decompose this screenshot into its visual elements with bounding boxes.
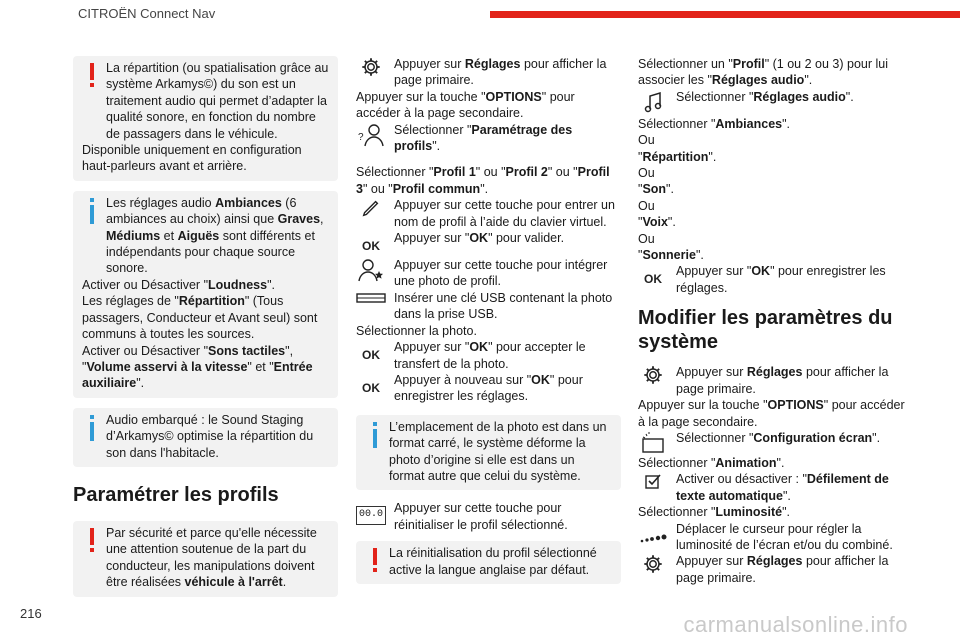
gear-icon [360, 56, 382, 78]
warning-icon [370, 548, 380, 574]
gear-icon [642, 364, 664, 386]
watermark: carmanualsonline.info [683, 612, 908, 637]
step-usb: Insérer une clé USB contenant la photo dans la prise USB. [356, 290, 621, 323]
column-2: Appuyer sur Réglages pour afficher la page primaire. Appuyer sur la touche "OPTIONS" pour accéder à la page secondaire. ? Sélectionner "Paramétrage des profils". Sélectionner "Profil 1" ou "Profil 2" ou "Profil 3" ou "Profil commun". Appuyer sur cette touche pour entrer un nom de profil à l’aide du clavier virtuel. OK Appuyer sur "OK" pour valider. Appuyer sur cette touche pour intégrer une photo de profil. Insérer une clé USB contenant la photo dans la prise USB. Sélectionner la photo. OK Appuyer sur "OK" pour accepter le transfert de la photo. OK Appuyer à nouveau sur "OK" pour enregistrer les réglages. L’emplacement de la photo est dans un format carré, le système déforme la photo d’origine si elle est dans un format autre que celui du système. 00.0 Appuyer sur cette touche pour réinitialiser le profil sélectionné. La réinitialisation du profil sélectionné active la langue anglaise par défaut. [356, 56, 621, 594]
page-number: 216 [20, 606, 42, 621]
note-text: Disponible uniquement en configuration haut-parleurs avant et arrière. [82, 143, 302, 174]
warning-icon [87, 63, 97, 89]
step-reglages-systeme: Appuyer sur Réglages pour afficher la page primaire. [638, 364, 908, 397]
info-icon [88, 198, 96, 224]
screen-brightness-icon [639, 430, 667, 456]
ok-button-icon: OK [362, 239, 380, 254]
step-ok-transfert: OK Appuyer sur "OK" pour accepter le transfert de la photo. [362, 340, 586, 371]
step-reinitialiser: 00.0 Appuyer sur cette touche pour réinitialiser le profil sélectionné. [356, 500, 621, 533]
step-ok-enregistrer: OK Appuyer à nouveau sur "OK" pour enregistrer les réglages. [362, 372, 583, 404]
running-header-title: CITROËN Connect Nav [78, 6, 216, 21]
profile-star-icon [357, 257, 385, 283]
warning-note-securite: Par sécurité et parce qu'elle nécessite une attention soutenue de la part du conducteur, les manipulations doivent être réalisées véhicule à l'arrêt. [73, 521, 338, 597]
step-reglages: Appuyer sur Réglages pour afficher la page primaire. [356, 56, 621, 89]
ok-button-icon: OK [362, 348, 380, 363]
note-text: La répartition (ou spatialisation grâce au système Arkamys©) du son est un traitement audio qui permet d’adapter la qualité sonore, en fonction du nombre de passagers dans le véhicule. [106, 61, 329, 141]
header-accent-bar [490, 11, 960, 18]
step-ok-enregistrer-audio: OK Appuyer sur "OK" pour enregistrer les réglages. [644, 264, 886, 295]
step-photo-profil: Appuyer sur cette touche pour intégrer une photo de profil. [356, 257, 621, 290]
gear-icon [642, 553, 664, 575]
step-curseur-luminosite: Déplacer le curseur pour régler la luminosité de l’écran et/ou du combiné. [638, 521, 908, 554]
step-parametrage-profils: ? Sélectionner "Paramétrage des profils". [358, 122, 573, 154]
step-reglages-audio: Sélectionner "Réglages audio". [638, 89, 908, 106]
usb-key-icon [356, 290, 386, 306]
step-ok-valider: OK Appuyer sur "OK" pour valider. [362, 231, 565, 254]
section-heading-profils: Paramétrer les profils [73, 483, 279, 506]
info-icon [371, 422, 379, 448]
step-configuration-ecran: Sélectionner "Configuration écran". [638, 430, 908, 447]
music-note-icon [641, 89, 665, 115]
slider-dots-icon [638, 521, 668, 547]
column-1 [73, 56, 338, 607]
column-3: Sélectionner un "Profil" (1 ou 2 ou 3) pour lui associer les "Réglages audio". Sélectionner "Réglages audio". Sélectionner "Ambiances". Ou "Répartition". Ou "Son". Ou "Voix". Ou "Sonnerie". OK Appuyer sur "OK" pour enregistrer les réglages. Modifier les paramètres du système Appuyer sur Réglages pour afficher la page primaire. Appuyer sur la touche "OPTIONS" pour accéder à la page secondaire. Sélectionner "Configuration écran". Sélectionner "Animation". Activer ou désactiver : "Défilement de texte automatique". Sélectionner "Luminosité". Déplacer le curseur pour régler la luminosité de l’écran et/ou du combiné. Appuyer sur Réglages pour afficher la page primaire. [638, 56, 908, 586]
info-note-sound-staging [73, 408, 338, 467]
checkbox-icon [643, 471, 663, 491]
reset-button-icon: 00.0 [356, 506, 386, 524]
pencil-icon [360, 197, 382, 219]
ok-button-icon: OK [644, 272, 662, 287]
info-note-reglages-audio: Les réglages audio Ambiances (6 ambiances au choix) ainsi que Graves, Médiums et Aiguës sont différents et indépendants pour chaque source sonore. Activer ou Désactiver "Loudness". Les réglages de "Répartition" (Tous passagers, Conducteur et Avant seul) sont communs à toutes les sources. Activer ou Désactiver "Sons tactiles", "Volume asservi à la vitesse" et "Entrée auxiliaire". [73, 191, 338, 398]
note-text: Audio embarqué : le Sound Staging d’Arkamys© optimise la répartition du son dans l'habitacle. [106, 412, 314, 460]
ok-button-icon: OK [362, 380, 380, 395]
step-reglages-final: Appuyer sur Réglages pour afficher la page primaire. [638, 553, 908, 586]
svg-text:?: ? [358, 131, 364, 143]
warning-note-repartition [73, 56, 338, 181]
warning-note-langue: La réinitialisation du profil sélectionné active la langue anglaise par défaut. [356, 541, 621, 584]
step-defilement: Activer ou désactiver : "Défilement de texte automatique". [638, 471, 908, 504]
step-nom-profil: Appuyer sur cette touche pour entrer un nom de profil à l’aide du clavier virtuel. [356, 197, 621, 230]
section-heading-systeme: Modifier les paramètres du système [638, 307, 893, 354]
profile-question-icon [356, 122, 386, 148]
info-icon [88, 415, 96, 441]
info-note-photo: L’emplacement de la photo est dans un format carré, le système déforme la photo d’origine si elle est dans un format autre que celui du système. [356, 415, 621, 491]
warning-icon [87, 528, 97, 554]
